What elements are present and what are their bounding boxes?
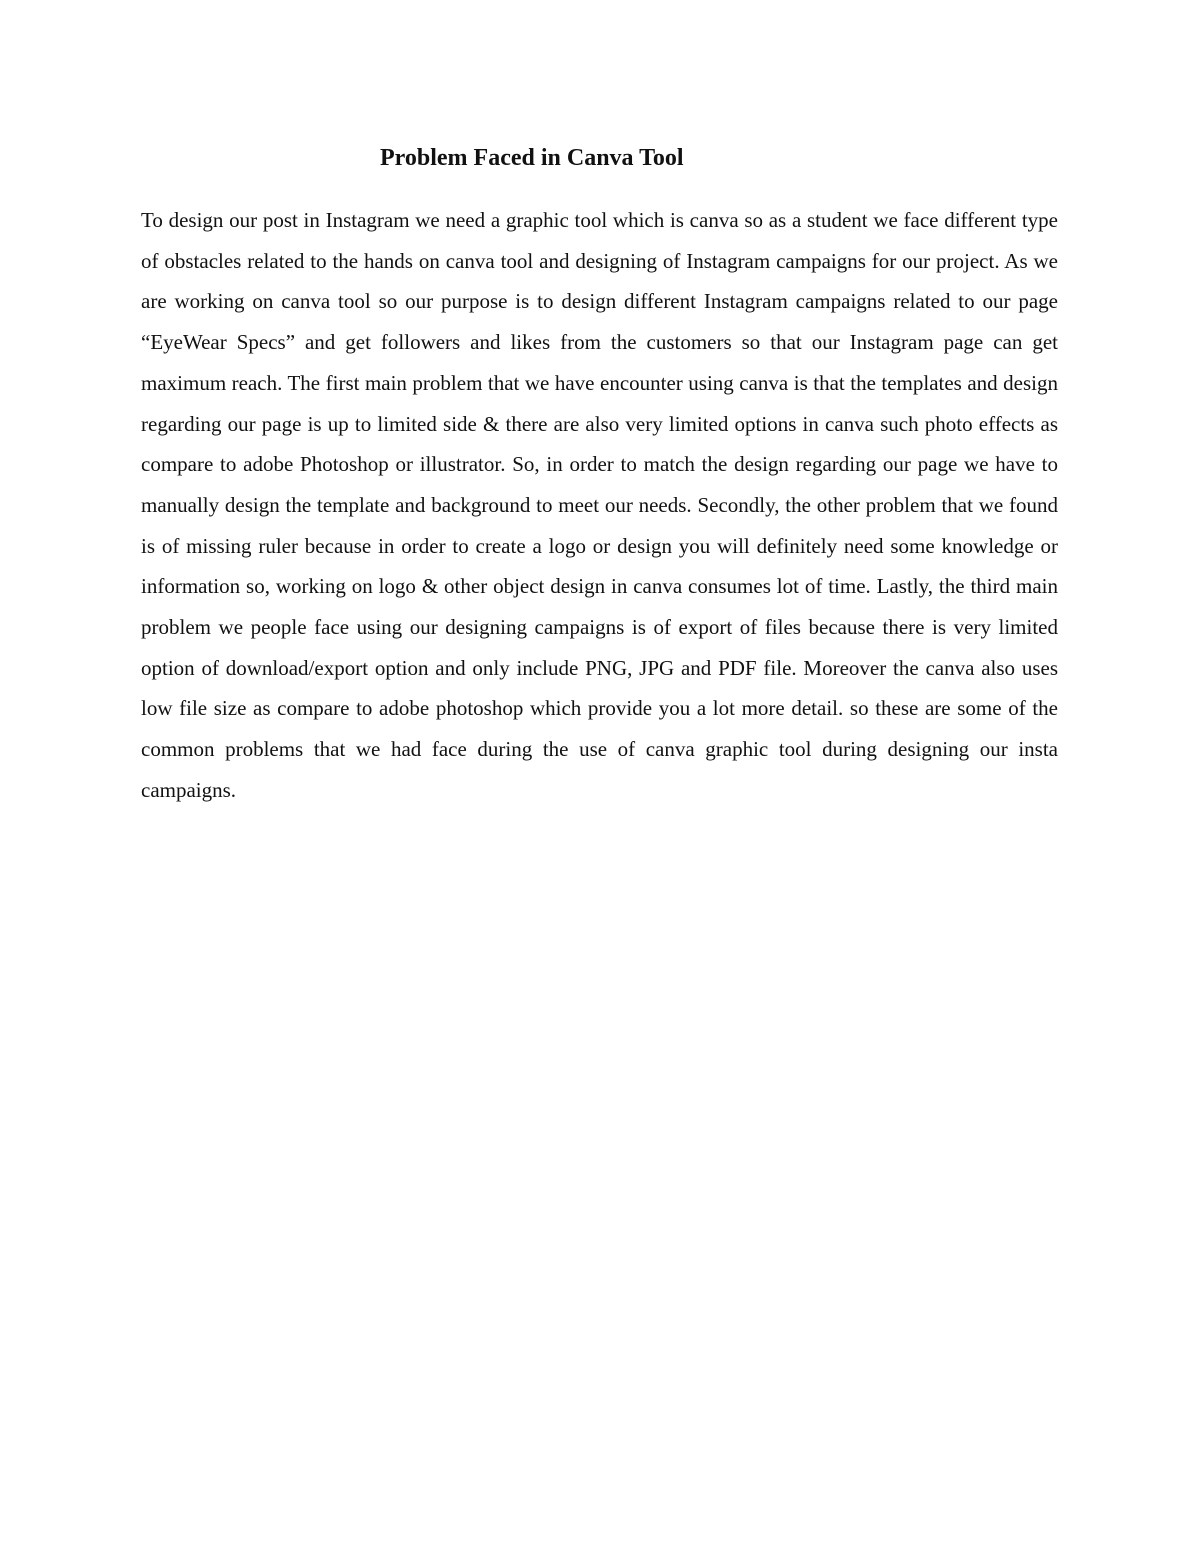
page-title: Problem Faced in Canva Tool [380,145,684,171]
body-paragraph: To design our post in Instagram we need a graphic tool which is canva so as a student we face different type of obstacles related to the hands on canva tool and designing of Instagram campaigns for our project. As we are working on canva tool so our purpose is to design different Instagram campaigns related to our page “EyeWear Specs” and get followers and likes from the customers so that our Instagram page can get maximum reach. The first main problem that we have encounter using canva is that the templates and design regarding our page is up to limited side & there are also very limited options in canva such photo effects as compare to adobe Photoshop or illustrator. So, in order to match the design regarding our page we have to manually design the template and background to meet our needs. Secondly, the other problem that we found is of missing ruler because in order to create a logo or design you will definitely need some knowledge or information so, working on logo & other object design in canva consumes lot of time. Lastly, the third main problem we people face using our designing campaigns is of export of files because there is very limited option of download/export option and only include PNG, JPG and PDF file. Moreover the canva also uses low file size as compare to adobe photoshop which provide you a lot more detail. so these are some of the common problems that we had face during the use of canva graphic tool during designing our insta campaigns. [141,208,1058,802]
